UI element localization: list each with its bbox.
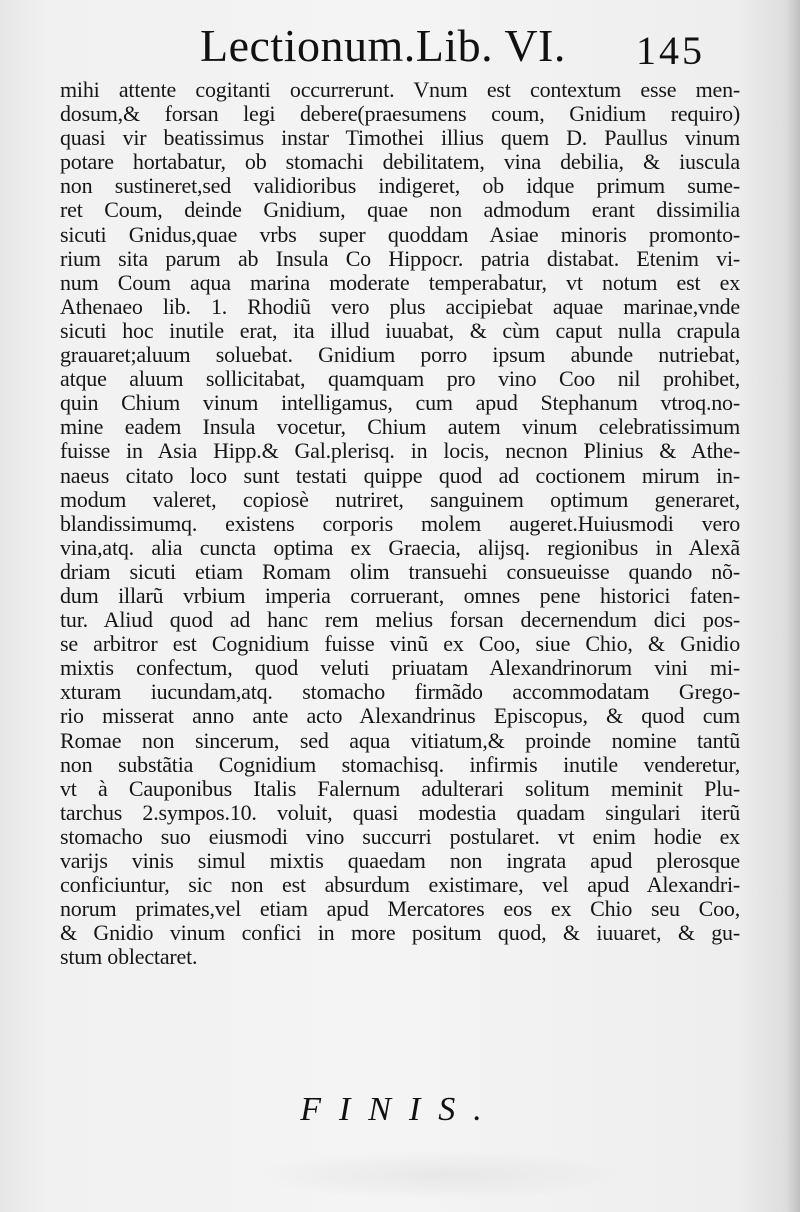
text-line: vt à Cauponibus Italis Falernum adulterari solitum meminit Plu- xyxy=(60,776,740,801)
text-line: stomacho suo eiusmodi vino succurri postularet. vt enim hodie ex xyxy=(60,824,740,849)
text-line: Athenaeo lib. 1. Rhodiũ vero plus accipiebat aquae marinae,vnde xyxy=(60,294,740,319)
text-line: tur. Aliud quod ad hanc rem melius forsan decernendum dici pos- xyxy=(60,608,740,633)
text-line: quasi vir beatissimus instar Timothei illius quem D. Paullus vinum xyxy=(60,126,740,151)
text-line: naeus citato loco sunt testati quippe quod ad coctionem mirum in- xyxy=(60,463,740,488)
text-line: grauaret;aluum soluebat. Gnidium porro ipsum abunde nutriebat, xyxy=(60,343,740,368)
page-edge-shadow xyxy=(786,0,800,1212)
text-line: se arbitror est Cognidium fuisse vinũ ex Coo, siue Chio, & Gnidio xyxy=(60,632,740,657)
text-line: modum valeret, copiosè nutriret, sanguinem optimum generaret, xyxy=(60,487,740,512)
text-line: potare hortabatur, ob stomachi debilitatem, vina debilia, & iuscula xyxy=(60,150,740,175)
text-line: sicuti Gnidus,quae vrbs super quoddam Asiae minoris promonto- xyxy=(60,222,740,247)
text-line: blandissimumq. existens corporis molem augeret.Huiusmodi vero xyxy=(60,511,740,536)
text-line: driam sicuti etiam Romam olim transuehi consueuisse quando nõ- xyxy=(60,559,740,584)
finis-colophon: FINIS. xyxy=(300,1091,500,1128)
text-line: xturam iucundam,atq. stomacho firmãdo accommodatam Grego- xyxy=(60,680,740,705)
text-line: ret Coum, deinde Gnidium, quae non admodum erant dissimilia xyxy=(60,198,740,223)
text-line: atque aluum sollicitabat, quamquam pro vino Coo nil prohibet, xyxy=(60,367,740,392)
text-line: conficiuntur, sic non est absurdum existimare, vel apud Alexandri- xyxy=(60,873,740,898)
text-line: sicuti hoc inutile erat, ita illud iuuabat, & cùm caput nulla crapula xyxy=(60,318,740,343)
text-line: Romae non sincerum, sed aqua vitiatum,& proinde nomine tantũ xyxy=(60,728,740,753)
text-line: num Coum aqua marina moderate temperabatur, vt notum est ex xyxy=(60,270,740,295)
text-line: rio misserat anno ante acto Alexandrinus Episcopus, & quod cum xyxy=(60,704,740,729)
body-text xyxy=(60,78,740,969)
text-line: mihi attente cogitanti occurrerunt. Vnum est contextum esse men- xyxy=(60,78,740,102)
text-line: stum oblectaret. xyxy=(60,945,198,970)
text-line: norum primates,vel etiam apud Mercatores eos ex Chio seu Coo, xyxy=(60,897,740,922)
text-line: mixtis confectum, quod veluti priuatam Alexandrinorum vini mi- xyxy=(60,656,740,681)
text-line: mine eadem Insula vocetur, Chium autem vinum celebratissimum xyxy=(60,415,740,440)
show-through-ink xyxy=(250,1150,630,1200)
page-header xyxy=(0,14,800,76)
text-line: non substãtia Cognidium stomachisq. infirmis inutile venderetur, xyxy=(60,752,740,777)
text-line: non sustineret,sed validioribus indigeret, ob idque primum sume- xyxy=(60,174,740,199)
text-line: quin Chium vinum intelligamus, cum apud Stephanum vtroq.no- xyxy=(60,391,740,416)
text-line: dum illarũ vrbium imperia corruerant, omnes pene historici faten- xyxy=(60,583,740,608)
text-line: varijs vinis simul mixtis quaedam non ingrata apud plerosque xyxy=(60,849,740,873)
page-number: 145 xyxy=(636,28,705,73)
text-line: rium sita parum ab Insula Co Hippocr. patria distabat. Etenim vi- xyxy=(60,246,740,271)
text-line: & Gnidio vinum confici in more positum quod, & iuuaret, & gu- xyxy=(60,921,740,946)
text-line: dosum,& forsan legi debere(praesumens coum, Gnidium requiro) xyxy=(60,102,740,127)
running-title: Lectionum.Lib. VI. xyxy=(200,20,566,71)
text-line: fuisse in Asia Hipp.& Gal.plerisq. in locis, necnon Plinius & Athe- xyxy=(60,439,740,464)
text-line: vina,atq. alia cuncta optima ex Graecia, alijsq. regionibus in Alexã xyxy=(60,535,740,560)
text-line: tarchus 2.sympos.10. voluit, quasi modestia quadam singulari iterũ xyxy=(60,800,740,825)
